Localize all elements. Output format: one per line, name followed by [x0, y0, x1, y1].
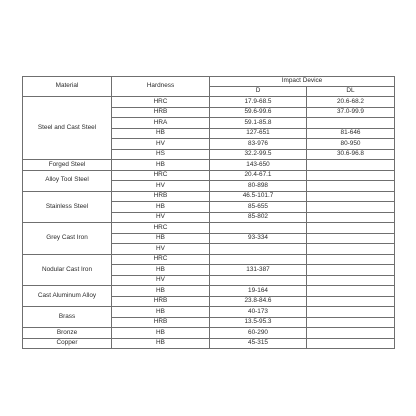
impact-dl-cell [307, 223, 395, 234]
header-d: D [210, 87, 307, 97]
impact-dl-cell [307, 191, 395, 202]
impact-dl-cell [307, 265, 395, 276]
impact-d-cell: 20.4-67.1 [210, 170, 307, 181]
impact-dl-cell [307, 118, 395, 129]
impact-dl-cell [307, 233, 395, 244]
table-row [23, 223, 395, 234]
material-cell: Forged Steel [23, 160, 112, 171]
impact-d-cell: 85-802 [210, 212, 307, 223]
impact-d-cell: 85-655 [210, 202, 307, 213]
hardness-scale-cell: HV [112, 244, 210, 255]
impact-d-cell: 83-976 [210, 139, 307, 150]
table-row [23, 307, 395, 318]
impact-dl-cell [307, 244, 395, 255]
impact-dl-cell [307, 254, 395, 265]
header-material: Material [23, 77, 112, 97]
impact-d-cell: 45-315 [210, 338, 307, 349]
table-row [23, 254, 395, 265]
material-cell: Grey Cast Iron [23, 223, 112, 255]
material-cell: Brass [23, 307, 112, 328]
hardness-scale-cell: HS [112, 149, 210, 160]
table-row [23, 338, 395, 349]
material-cell: Copper [23, 338, 112, 349]
material-cell: Steel and Cast Steel [23, 97, 112, 160]
impact-d-cell: 17.9-68.5 [210, 97, 307, 108]
hardness-scale-cell: HB [112, 328, 210, 339]
hardness-scale-cell: HRC [112, 170, 210, 181]
material-cell: Cast Aluminum Alloy [23, 286, 112, 307]
impact-d-cell: 59.6-99.6 [210, 107, 307, 118]
hardness-scale-cell: HRC [112, 97, 210, 108]
material-cell: Bronze [23, 328, 112, 339]
header-dl: DL [307, 87, 395, 97]
impact-d-cell: 93-334 [210, 233, 307, 244]
hardness-scale-cell: HRC [112, 223, 210, 234]
hardness-scale-cell: HV [112, 139, 210, 150]
impact-dl-cell: 20.6-68.2 [307, 97, 395, 108]
impact-dl-cell [307, 160, 395, 171]
impact-d-cell: 40-173 [210, 307, 307, 318]
table-row [23, 328, 395, 339]
table-row [23, 170, 395, 181]
table-row [23, 286, 395, 297]
impact-d-cell: 23.8-84.6 [210, 296, 307, 307]
header-hardness: Hardness [112, 77, 210, 97]
impact-d-cell [210, 254, 307, 265]
impact-d-cell: 32.2-99.5 [210, 149, 307, 160]
impact-d-cell [210, 244, 307, 255]
material-cell: Nodular Cast Iron [23, 254, 112, 286]
hardness-scale-cell: HRB [112, 107, 210, 118]
impact-d-cell: 13.5-95.3 [210, 317, 307, 328]
impact-d-cell [210, 223, 307, 234]
hardness-scale-cell: HRB [112, 317, 210, 328]
impact-dl-cell: 37.0-99.9 [307, 107, 395, 118]
impact-dl-cell [307, 286, 395, 297]
header-impact-device: Impact Device [210, 77, 395, 87]
impact-dl-cell [307, 275, 395, 286]
hardness-scale-cell: HB [112, 233, 210, 244]
impact-dl-cell: 30.6-96.8 [307, 149, 395, 160]
impact-dl-cell: 80-950 [307, 139, 395, 150]
impact-dl-cell: 81-646 [307, 128, 395, 139]
table-row [23, 97, 395, 108]
hardness-scale-cell: HRB [112, 296, 210, 307]
hardness-scale-cell: HB [112, 202, 210, 213]
hardness-scale-cell: HV [112, 275, 210, 286]
impact-dl-cell [307, 328, 395, 339]
impact-d-cell: 80-898 [210, 181, 307, 192]
impact-dl-cell [307, 338, 395, 349]
table-row [23, 191, 395, 202]
impact-dl-cell [307, 307, 395, 318]
impact-dl-cell [307, 202, 395, 213]
hardness-scale-cell: HB [112, 128, 210, 139]
hardness-scale-cell: HRB [112, 191, 210, 202]
header-row-top [23, 77, 395, 87]
hardness-scale-cell: HRC [112, 254, 210, 265]
impact-dl-cell [307, 170, 395, 181]
hardness-conversion-table [22, 76, 395, 349]
impact-d-cell: 46.5-101.7 [210, 191, 307, 202]
hardness-scale-cell: HV [112, 212, 210, 223]
material-cell: Stainless Steel [23, 191, 112, 223]
hardness-conversion-table-container [22, 76, 394, 349]
table-row [23, 160, 395, 171]
impact-d-cell [210, 275, 307, 286]
hardness-scale-cell: HB [112, 307, 210, 318]
hardness-scale-cell: HB [112, 160, 210, 171]
impact-d-cell: 143-650 [210, 160, 307, 171]
hardness-scale-cell: HB [112, 338, 210, 349]
impact-dl-cell [307, 296, 395, 307]
hardness-scale-cell: HV [112, 181, 210, 192]
impact-d-cell: 59.1-85.8 [210, 118, 307, 129]
hardness-scale-cell: HB [112, 265, 210, 276]
impact-dl-cell [307, 317, 395, 328]
hardness-scale-cell: HB [112, 286, 210, 297]
impact-d-cell: 131-387 [210, 265, 307, 276]
impact-d-cell: 60-290 [210, 328, 307, 339]
material-cell: Alloy Tool Steel [23, 170, 112, 191]
impact-d-cell: 19-164 [210, 286, 307, 297]
impact-dl-cell [307, 181, 395, 192]
impact-d-cell: 127-651 [210, 128, 307, 139]
table-body [23, 97, 395, 349]
impact-dl-cell [307, 212, 395, 223]
hardness-scale-cell: HRA [112, 118, 210, 129]
